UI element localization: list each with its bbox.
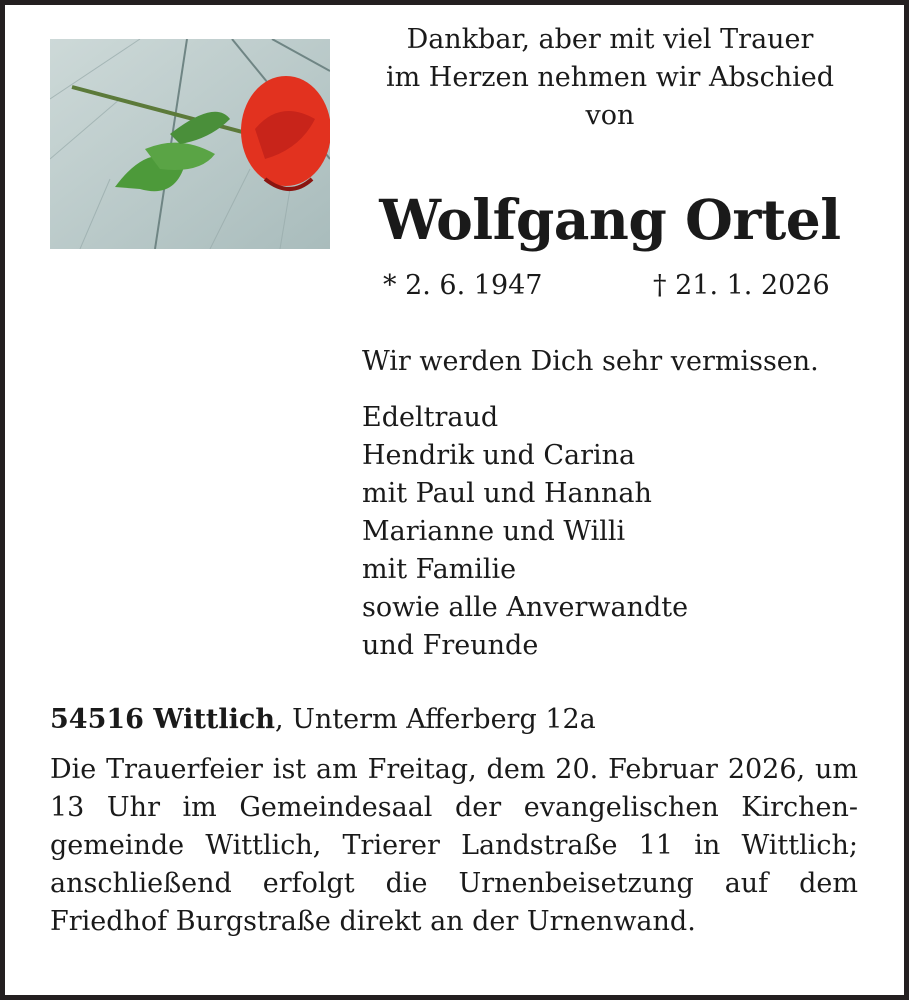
birth-date: * 2. 6. 1947: [383, 270, 543, 301]
intro-text: [355, 21, 865, 135]
intro-line: im Herzen nehmen wir Abschied: [385, 62, 835, 93]
family-member: mit Familie: [362, 554, 517, 585]
intro-line: Dankbar, aber mit viel Trauer: [406, 24, 814, 55]
family-member: sowie alle Anverwandte: [362, 592, 689, 623]
motto: Wir werden Dich sehr vermissen.: [362, 346, 819, 377]
family-member: Marianne und Willi: [362, 516, 626, 547]
rose-photo: [50, 39, 330, 249]
address-city: 54516 Wittlich: [50, 704, 275, 735]
address: [50, 701, 596, 739]
family-member: mit Paul und Hannah: [362, 478, 652, 509]
family-list: [362, 399, 688, 665]
address-street: , Unterm Afferberg 12a: [274, 704, 596, 735]
ceremony-info: Die Trauerfeier ist am Freitag, dem 20. Februar 2026, um 13 Uhr im Gemeindesaal der evangelischen Kirchen-gemeinde Wittlich, Trierer Landstraße 11 in Wittlich; anschließend erfolgt die Urnenbeisetzung auf dem Friedhof Burgstraße direkt an der Urnenwand.: [50, 754, 858, 937]
family-member: und Freunde: [362, 630, 539, 661]
deceased-name: Wolfgang Ortel: [379, 187, 841, 252]
death-date: † 21. 1. 2026: [653, 270, 830, 301]
family-member: Edeltraud: [362, 402, 499, 433]
family-member: Hendrik und Carina: [362, 440, 636, 471]
intro-line: von: [585, 100, 635, 131]
